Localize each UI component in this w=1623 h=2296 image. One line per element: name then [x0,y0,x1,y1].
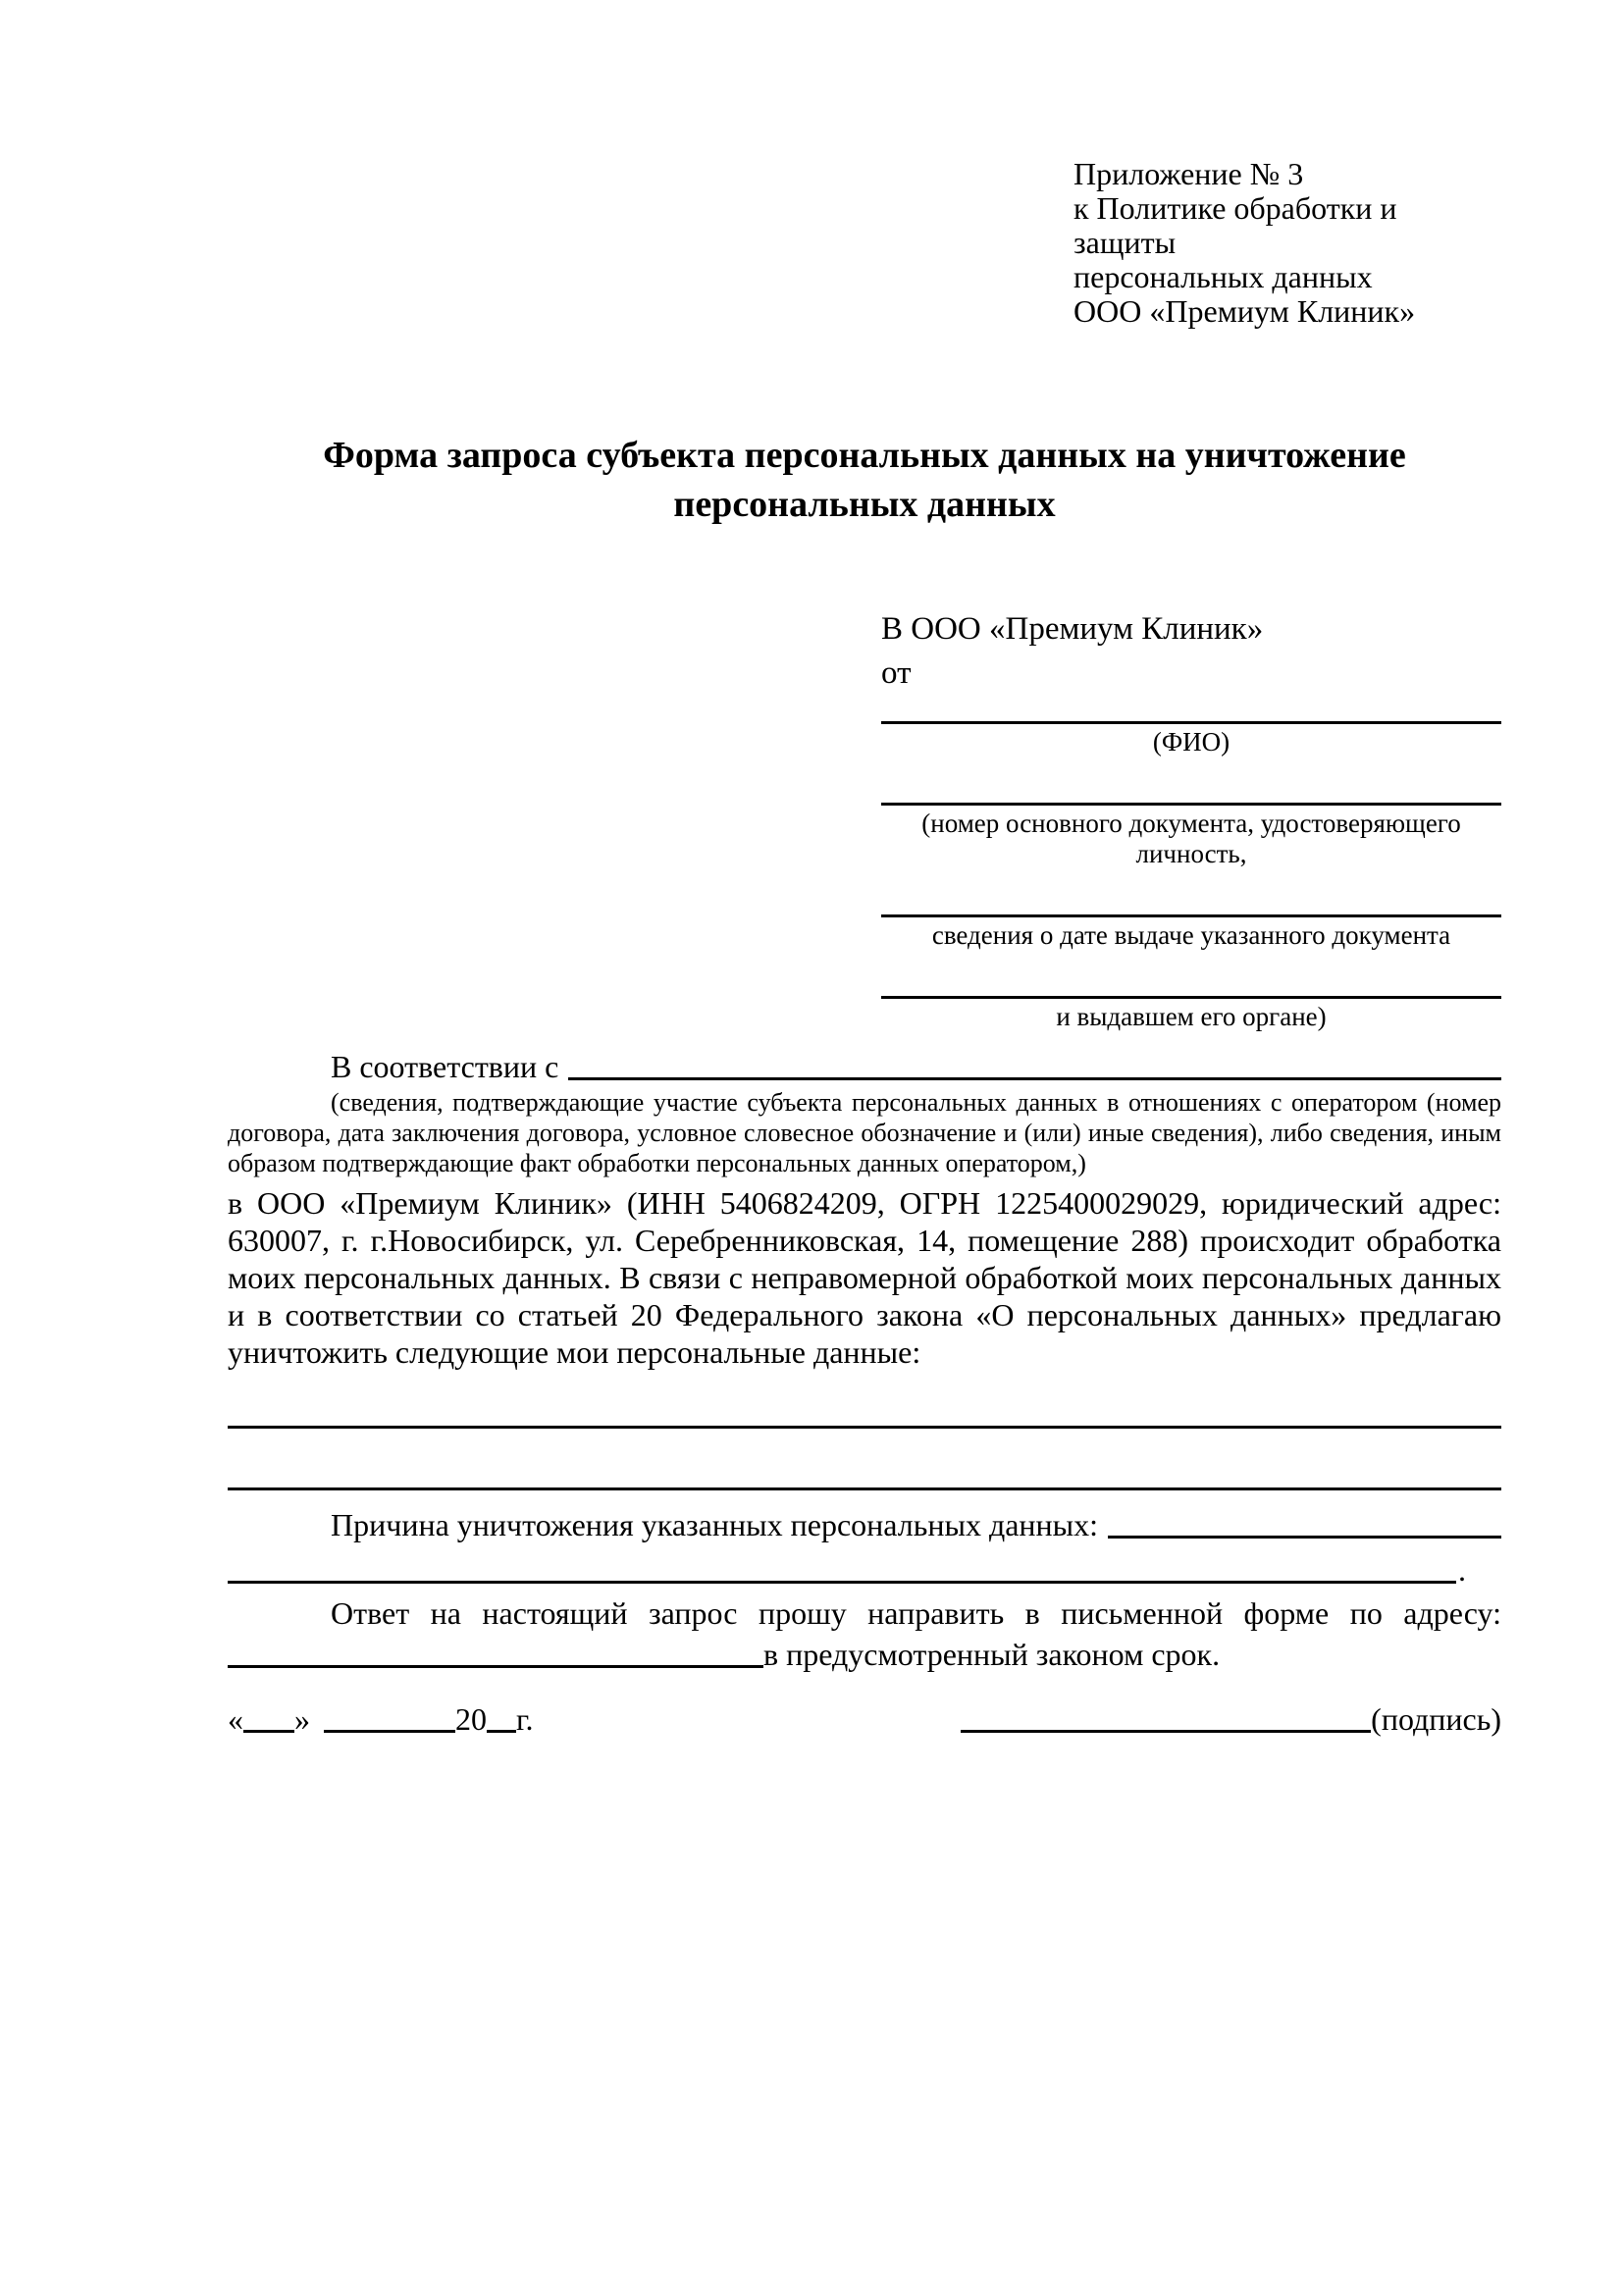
reason-row [228,1506,1501,1543]
reason-blank-line [1108,1536,1501,1539]
appendix-note-line: персональных данных [1073,259,1373,294]
addressee-block [881,607,1501,1032]
issuing-authority-field [881,951,1501,1032]
signature-group [961,1700,1501,1738]
fio-caption: (ФИО) [1152,727,1230,757]
response-request-paragraph: Ответ на настоящий запрос прошу направить в письменной форме по адресу: [331,1595,1501,1631]
fio-field [881,696,1501,757]
id-document-caption: (номер основного документа, удостоверяющего личность, [921,809,1461,868]
issue-date-caption: сведения о дате выдаче указанного документа [931,920,1451,950]
issuing-authority-caption: и выдавшем его органе) [1056,1002,1327,1031]
date-group [228,1700,534,1738]
appendix-note-line: ООО «Премиум Клиник» [1073,293,1416,329]
signature-blank-line [961,1730,1371,1733]
personal-data-blank-line-1 [228,1371,1501,1429]
response-tail: в предусмотренный законом срок. [763,1637,1221,1672]
issue-date-field [881,869,1501,951]
accordance-note: (сведения, подтверждающие участие субъекта персональных данных в отношениях с оператором (номер договора, дата заключения договора, условное словесное обозначение и (или) иные сведения), либо сведения, иным образом подтверждающие факт обработки персональных данных оператором,) [228,1088,1501,1177]
operator-paragraph: в ООО «Премиум Клиник» (ИНН 5406824209, ОГРН 1225400029029, юридический адрес: 630007, г. г.Новосибирск, ул. Серебренниковская, 14, помещение 288) происходит обработка моих персональных данных. В связи с неправомерной обработкой моих персональных данных и в соответствии со статьей 20 Федерального закона «О персональных данных» предлагаю уничтожить следующие мои персональные данные: [228,1185,1501,1370]
reason-continuation-row [228,1543,1501,1589]
id-document-field [881,757,1501,869]
appendix-note-line: к Политике обработки и защиты [1073,190,1397,260]
accordance-blank-line [568,1077,1501,1080]
addressee-to: В ООО «Премиум Клиник» [881,611,1264,647]
accordance-prefix: В соответствии с [331,1049,559,1084]
accordance-row [228,1048,1501,1085]
appendix-note [1073,157,1501,329]
date-day-blank [243,1730,294,1733]
personal-data-blank-line-2 [228,1429,1501,1490]
date-year-prefix: 20 [455,1701,487,1737]
date-signature-row [228,1700,1501,1738]
date-year-suffix: г. [516,1701,534,1737]
addressee-from-label: от [881,655,912,691]
id-document-blank-line [881,757,1501,806]
date-month-blank [324,1730,455,1733]
signature-caption: (подпись) [1371,1701,1501,1737]
response-address-row [228,1636,1501,1673]
date-day-close-quote: » [294,1701,310,1737]
reason-label: Причина уничтожения указанных персональных данных: [331,1507,1099,1542]
reason-line-period: . [1458,1552,1466,1588]
fio-blank-line [881,696,1501,724]
issue-date-blank-line [881,869,1501,917]
date-year-blank [487,1730,516,1733]
appendix-note-line: Приложение № 3 [1073,156,1304,191]
form-title: Форма запроса субъекта персональных данных на уничтожение персональных данных [323,435,1406,525]
date-day-open-quote: « [228,1701,243,1737]
issuing-authority-blank-line [881,951,1501,999]
reason-continuation-blank-line [228,1581,1456,1584]
address-blank-line [228,1665,763,1668]
